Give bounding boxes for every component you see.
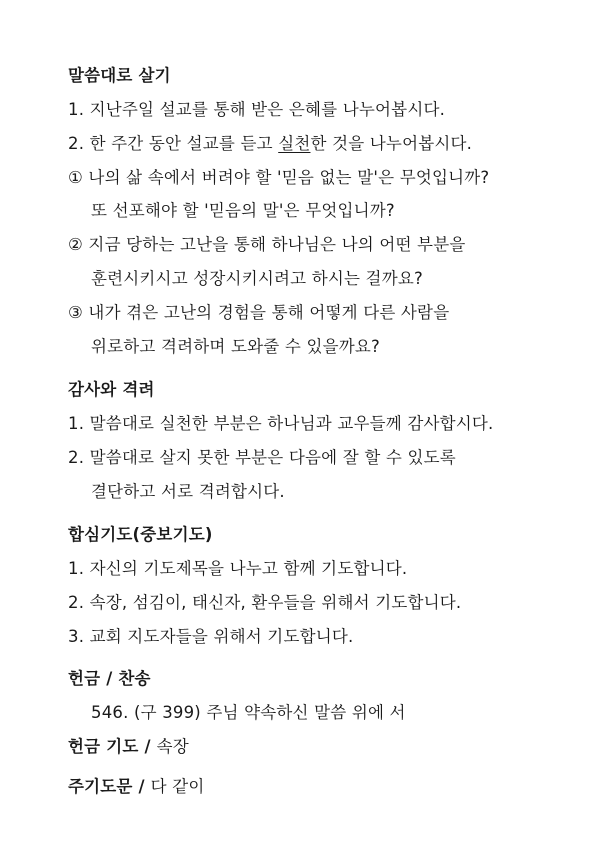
offering-prayer-label: 헌금 기도 / bbox=[68, 737, 157, 756]
prayer-item-3: 3. 교회 지도자들을 위해서 기도합니다. bbox=[68, 627, 354, 646]
word-item-2-post: 한 것을 나누어봅시다. bbox=[310, 134, 473, 153]
word-item-2-underlined: 실천 bbox=[278, 134, 311, 153]
section-heading-offering-prayer bbox=[68, 736, 189, 758]
question-1-line-1: ① 나의 삶 속에서 버려야 할 '믿음 없는 말'은 무엇입니까? bbox=[68, 168, 490, 187]
thanks-item-2-line-1: 2. 말씀대로 살지 못한 부분은 다음에 잘 할 수 있도록 bbox=[68, 448, 456, 467]
question-2-line-1: ② 지금 당하는 고난을 통해 하나님은 나의 어떤 부분을 bbox=[68, 235, 466, 254]
word-item-2-pre: 2. 한 주간 동안 설교를 듣고 bbox=[68, 134, 279, 153]
hymn-title: 546. (구 399) 주님 약속하신 말씀 위에 서 bbox=[91, 703, 406, 722]
prayer-item-2: 2. 속장, 섬김이, 태신자, 환우들을 위해서 기도합니다. bbox=[68, 593, 462, 612]
prayer-item-1: 1. 자신의 기도제목을 나누고 함께 기도합니다. bbox=[68, 559, 408, 578]
thanks-item-2-line-2: 결단하고 서로 격려합시다. bbox=[91, 482, 285, 501]
lords-prayer-label: 주기도문 / bbox=[68, 777, 151, 796]
question-1-line-2: 또 선포해야 할 '믿음의 말'은 무엇입니까? bbox=[91, 201, 395, 220]
section-heading-thanks: 감사와 격려 bbox=[68, 380, 155, 399]
offering-prayer-leader: 속장 bbox=[156, 737, 189, 756]
question-3-line-1: ③ 내가 겪은 고난의 경험을 통해 어떻게 다른 사람을 bbox=[68, 303, 450, 322]
section-heading-word: 말씀대로 살기 bbox=[68, 66, 171, 85]
thanks-item-1: 1. 말씀대로 실천한 부분은 하나님과 교우들께 감사합시다. bbox=[68, 414, 494, 433]
section-heading-prayer: 합심기도(중보기도) bbox=[68, 525, 213, 544]
word-item-2 bbox=[68, 133, 472, 155]
question-2-line-2: 훈련시키시고 성장시키시려고 하시는 걸까요? bbox=[91, 269, 423, 288]
section-heading-lords-prayer bbox=[68, 776, 205, 798]
lords-prayer-leader: 다 같이 bbox=[150, 777, 205, 796]
section-heading-offering: 헌금 / 찬송 bbox=[68, 669, 151, 688]
question-3-line-2: 위로하고 격려하며 도와줄 수 있을까요? bbox=[91, 337, 380, 356]
word-item-1: 1. 지난주일 설교를 통해 받은 은혜를 나누어봅시다. bbox=[68, 100, 446, 119]
